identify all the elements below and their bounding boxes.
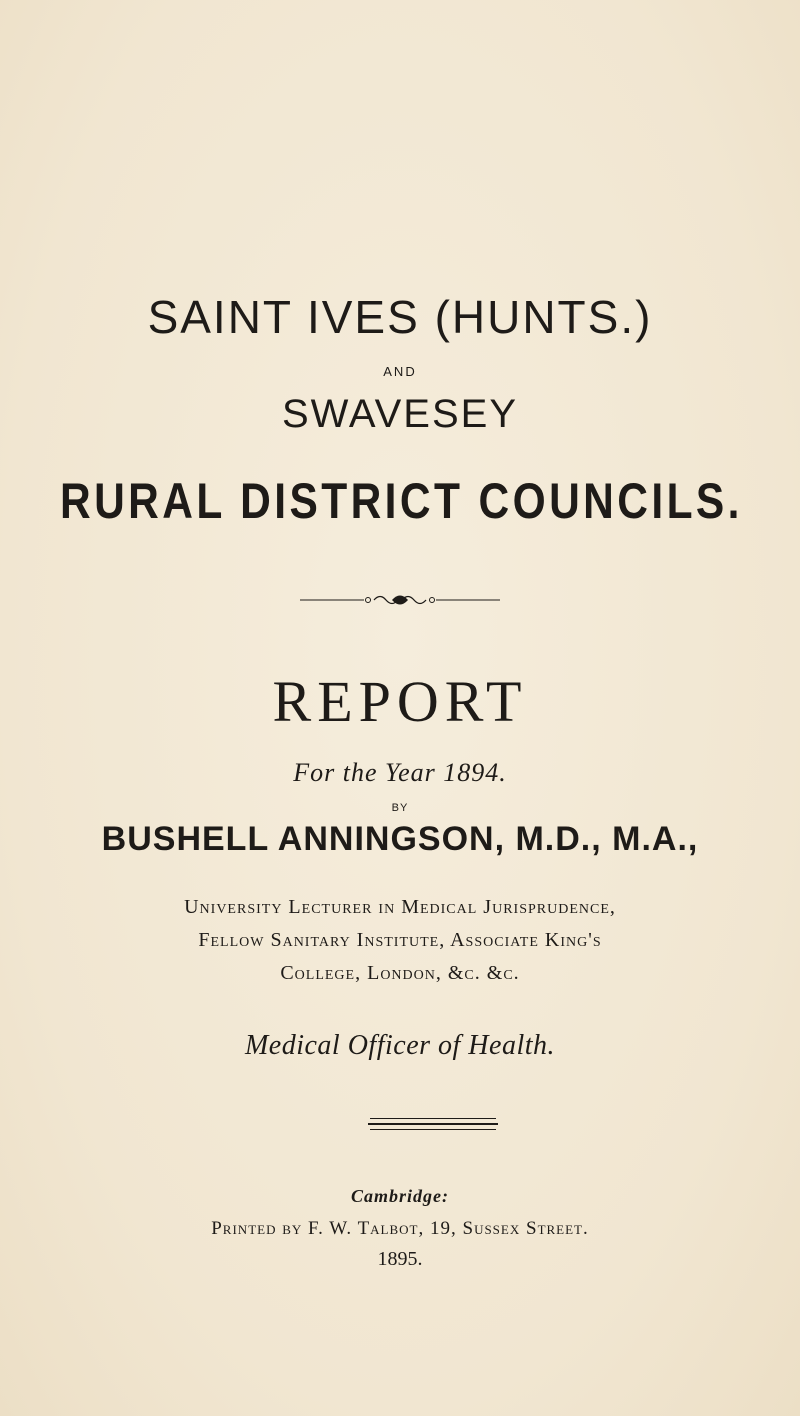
divider-rule: [370, 1118, 496, 1119]
credential-line: College, London, &c. &c.: [280, 962, 520, 984]
credential-line: Fellow Sanitary Institute, Associate King's: [198, 929, 602, 951]
credential-line: University Lecturer in Medical Jurisprudence,: [184, 896, 616, 918]
author-role: Medical Officer of Health.: [244, 1030, 556, 1061]
divider-rule: [370, 1129, 496, 1130]
conjunction-and: AND: [383, 364, 417, 379]
imprint-year: 1895.: [377, 1248, 423, 1270]
ornamental-divider-icon: [300, 588, 500, 612]
imprint-printer: Printed by F. W. Talbot, 19, Sussex Street.: [211, 1218, 589, 1239]
author-name: BUSHELL ANNINGSON, M.D., M.A.,: [101, 820, 699, 858]
district-name-line: SAINT IVES (HUNTS.): [147, 291, 653, 343]
imprint-place: Cambridge:: [351, 1186, 449, 1206]
district-name-second: SWAVESEY: [281, 392, 519, 436]
report-year: For the Year 1894.: [293, 758, 507, 787]
report-title: REPORT: [272, 669, 528, 734]
by-label: BY: [391, 802, 409, 814]
divider-rule: [368, 1123, 498, 1125]
councils-heading: RURAL DISTRICT COUNCILS.: [60, 473, 743, 529]
